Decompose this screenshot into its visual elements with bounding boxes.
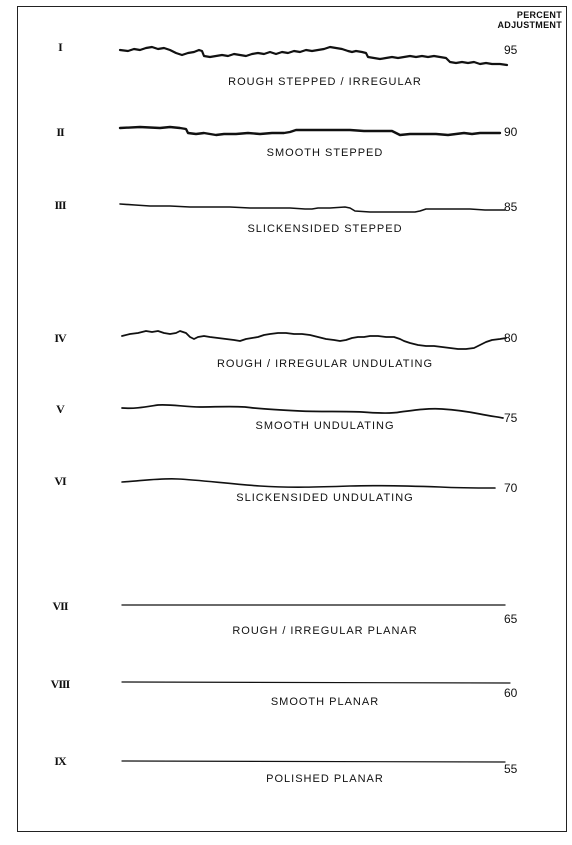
profile-9-line <box>122 761 505 762</box>
profile-5-caption: SMOOTH UNDULATING <box>255 420 395 432</box>
profile-1-line <box>120 47 507 65</box>
profile-2-caption: SMOOTH STEPPED <box>266 147 384 159</box>
profile-8-percent: 60 <box>504 686 518 700</box>
header-line-1: PERCENT <box>516 10 562 20</box>
profile-6-percent: 70 <box>504 481 518 495</box>
profile-9-percent: 55 <box>504 762 518 776</box>
profile-5-percent: 75 <box>504 411 518 425</box>
profile-4-line <box>122 331 506 349</box>
profile-2-numeral: II <box>56 125 64 139</box>
profile-3-caption: SLICKENSIDED STEPPED <box>247 223 403 235</box>
profile-2-line <box>120 127 500 135</box>
profile-5-line <box>122 405 503 418</box>
profile-8-numeral: VIII <box>50 677 70 691</box>
header-line-2: ADJUSTMENT <box>497 20 562 30</box>
profile-1-percent: 95 <box>504 43 518 57</box>
profile-4-caption: ROUGH / IRREGULAR UNDULATING <box>216 358 434 370</box>
profile-7-caption: ROUGH / IRREGULAR PLANAR <box>232 625 418 637</box>
profile-2-percent: 90 <box>504 125 518 139</box>
profile-3-percent: 85 <box>504 200 518 214</box>
profile-1-numeral: I <box>58 40 62 54</box>
profile-5-numeral: V <box>56 402 64 416</box>
profile-3-line <box>120 204 505 212</box>
profile-8-line <box>122 682 510 683</box>
profile-3-numeral: III <box>54 198 66 212</box>
profile-9-numeral: IX <box>54 754 66 768</box>
profile-7-percent: 65 <box>504 612 518 626</box>
profile-4-numeral: IV <box>54 331 66 345</box>
profile-8-caption: SMOOTH PLANAR <box>270 696 380 708</box>
profile-9-caption: POLISHED PLANAR <box>266 773 384 785</box>
profile-7-numeral: VII <box>52 599 68 613</box>
profile-6-line <box>122 479 495 488</box>
profile-4-percent: 80 <box>504 331 518 345</box>
profile-6-numeral: VI <box>54 474 66 488</box>
profile-6-caption: SLICKENSIDED UNDULATING <box>236 492 414 504</box>
profile-1-caption: ROUGH STEPPED / IRREGULAR <box>228 76 422 88</box>
